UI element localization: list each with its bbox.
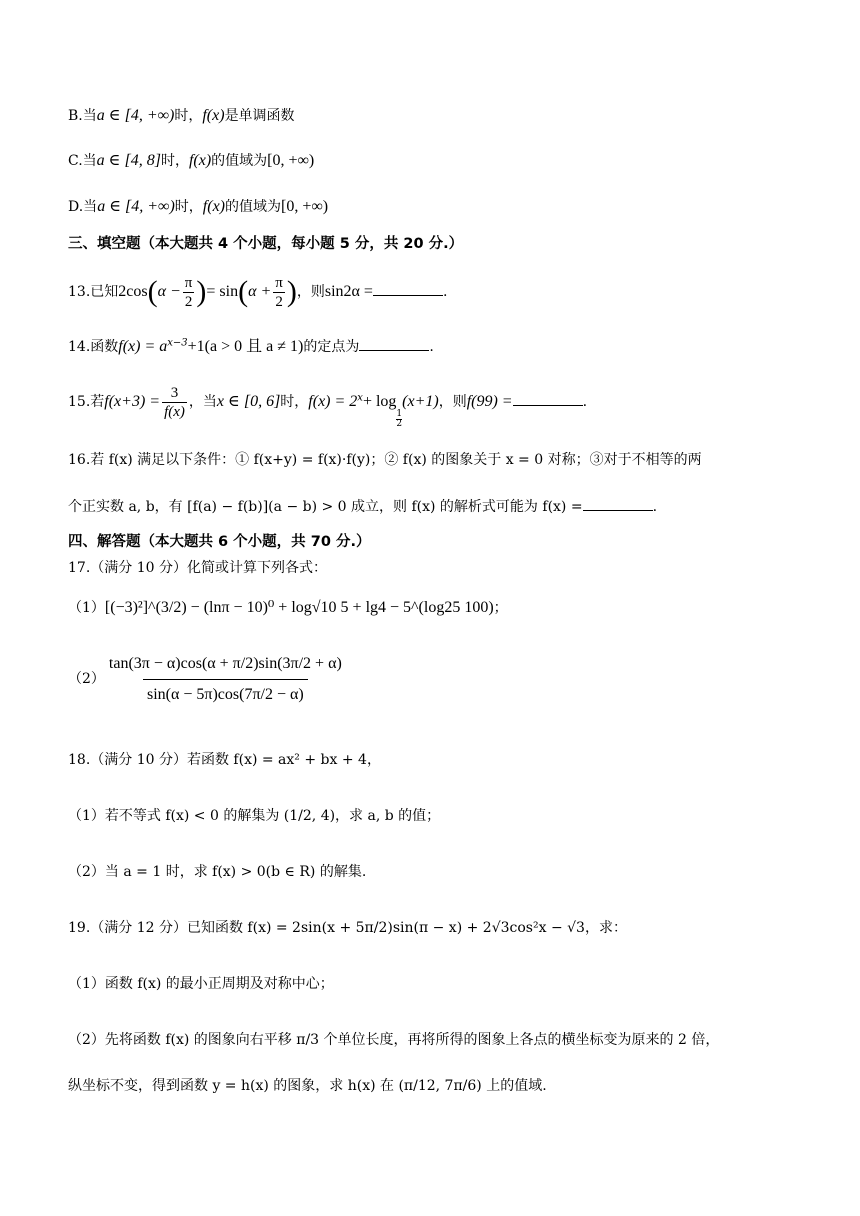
q15-defexp: x bbox=[357, 392, 363, 404]
q15-def: f(x) = 2 bbox=[308, 393, 358, 410]
q15-frac: $\frac{3}{f(x)}$ bbox=[164, 384, 185, 420]
q17-p2-denominator: sin(α − 5π)cos(7π/2 − α) bbox=[143, 679, 308, 708]
q13-lhs: 2cos bbox=[118, 283, 148, 300]
section-4-heading: 四、解答题（本大题共 6 个小题，共 70 分.） bbox=[68, 534, 371, 550]
q17-p2-numerator: tan(3π − α)cos(α + π/2)sin(3π/2 + α) bbox=[108, 654, 342, 672]
option-d-mid: 时， bbox=[174, 199, 203, 215]
q14-text: 的定点为 bbox=[303, 339, 360, 355]
q15-cond2: 时， bbox=[280, 394, 309, 410]
question-18-part-1: （1）若不等式 f(x) < 0 的解集为 (1/2, 4)，求 a, b 的值； bbox=[68, 808, 441, 824]
option-c-mid: 时， bbox=[160, 153, 189, 169]
option-c-suffix: 的值域为 bbox=[211, 153, 268, 169]
question-19-part-2a: （2）先将函数 f(x) 的图象向右平移 π/3 个单位长度，再将所得的图象上各点的横坐标变为原来的 2 倍， bbox=[68, 1032, 720, 1048]
option-d-suffix: 的值域为 bbox=[225, 199, 281, 215]
q15-label: 15.若 bbox=[68, 394, 105, 410]
q14-answer-blank[interactable] bbox=[359, 336, 429, 351]
q15-lhs: f(x+3) = bbox=[104, 393, 161, 410]
option-c bbox=[68, 151, 820, 171]
option-b bbox=[68, 106, 820, 126]
q15-answer-blank[interactable] bbox=[513, 391, 583, 406]
q17-p1-label: （1） bbox=[68, 600, 105, 616]
q17-p1-end: ； bbox=[493, 600, 508, 616]
option-d-cond: a ∈ [4, +∞) bbox=[97, 198, 175, 215]
q16-end: . bbox=[652, 499, 658, 515]
question-19-part-1: （1）函数 f(x) 的最小正周期及对称中心； bbox=[68, 976, 334, 992]
q13-ask: sin2α = bbox=[324, 283, 373, 300]
question-15 bbox=[68, 378, 820, 429]
q14-expr: f(x) = a bbox=[118, 338, 168, 355]
question-13: 13.已知2cos(α − $\frac{\pi}{2}$ )= sin(α + $\frac{\pi}{2}$ )，则sin2α = . bbox=[68, 274, 448, 310]
question-17-header: 17.（满分 10 分）化简或计算下列各式： bbox=[68, 560, 327, 576]
option-d-range: [0, +∞) bbox=[281, 198, 329, 215]
option-b-fx: f(x) bbox=[202, 107, 225, 124]
q13-answer-blank[interactable] bbox=[373, 281, 443, 296]
question-17-part-2 bbox=[68, 634, 820, 724]
q13-mid: = sin bbox=[206, 283, 239, 300]
q15-ask1: ，则 bbox=[438, 394, 467, 410]
option-b-mid: 时， bbox=[174, 108, 203, 124]
q14-end: . bbox=[429, 339, 434, 355]
q15-cond: x ∈ [0, 6] bbox=[216, 393, 281, 410]
question-14 bbox=[68, 336, 820, 357]
q13-label: 13.已知 bbox=[68, 284, 119, 300]
q17-p1-expr: [(−3)²]^(3/2) − (lnπ − 10)⁰ + log√10 5 + lg4 − 5^(log25 100) bbox=[104, 599, 494, 616]
q13-tail: ，则 bbox=[296, 284, 325, 300]
option-b-suffix: 是单调函数 bbox=[224, 108, 295, 124]
q16-answer-blank[interactable] bbox=[583, 496, 653, 511]
question-18-part-2: （2）当 a = 1 时，求 f(x) > 0(b ∈ R) 的解集. bbox=[68, 864, 367, 880]
option-d-fx: f(x) bbox=[202, 198, 225, 215]
option-b-cond: a ∈ [4, +∞) bbox=[96, 107, 175, 124]
option-c-cond: a ∈ [4, 8] bbox=[96, 152, 161, 169]
q15-deflog: + log bbox=[362, 393, 397, 410]
q13-frac-1: $\frac{\pi}{2}$ bbox=[184, 274, 193, 310]
question-16-line-2 bbox=[68, 496, 820, 517]
q13-end: . bbox=[442, 284, 448, 300]
q13-frac-2: $\frac{\pi}{2}$ bbox=[275, 274, 283, 310]
question-19-part-2b: 纵坐标不变，得到函数 y = h(x) 的图象，求 h(x) 在 (π/12, 7π/6) 上的值域. bbox=[68, 1078, 547, 1094]
option-c-prefix: C.当 bbox=[68, 153, 97, 169]
question-19-header: 19.（满分 12 分）已知函数 f(x) = 2sin(x + 5π/2)sin(π − x) + 2√3cos²x − √3，求： bbox=[68, 920, 627, 936]
q16-line2: 个正实数 a, b，有 [f(a) − f(b)](a − b) > 0 成立，则 f(x) 的解析式可能为 f(x) = bbox=[68, 499, 583, 515]
q14-label: 14.函数 bbox=[68, 339, 119, 355]
q14-exp: x−3 bbox=[167, 337, 188, 349]
q15-ask: f(99) = bbox=[466, 393, 513, 410]
q15-logbase: $\frac{1}{2}$ bbox=[396, 409, 403, 429]
q15-logarg: (x+1) bbox=[402, 393, 439, 410]
q15-cond1: ，当 bbox=[188, 394, 217, 410]
question-16-line-1: 16.若 f(x) 满足以下条件：① f(x+y) = f(x)·f(y)；② f(x) 的图象关于 x = 0 对称；③对于不相等的两 bbox=[68, 452, 702, 468]
question-17-part-1 bbox=[68, 594, 820, 622]
q17-p2-fraction bbox=[105, 651, 346, 708]
q15-end: . bbox=[582, 394, 588, 410]
option-c-range: [0, +∞) bbox=[267, 152, 315, 169]
option-b-prefix: B.当 bbox=[68, 108, 97, 124]
question-18-header: 18.（满分 10 分）若函数 f(x) = ax² + bx + 4， bbox=[68, 752, 381, 768]
option-d bbox=[68, 197, 820, 217]
option-c-fx: f(x) bbox=[188, 152, 212, 169]
q14-rest: +1(a > 0 且 a ≠ 1) bbox=[187, 338, 304, 355]
option-d-prefix: D.当 bbox=[68, 199, 98, 215]
section-3-heading: 三、填空题（本大题共 4 个小题，每小题 5 分，共 20 分.） bbox=[68, 236, 464, 252]
q17-p2-label: （2） bbox=[68, 671, 105, 687]
